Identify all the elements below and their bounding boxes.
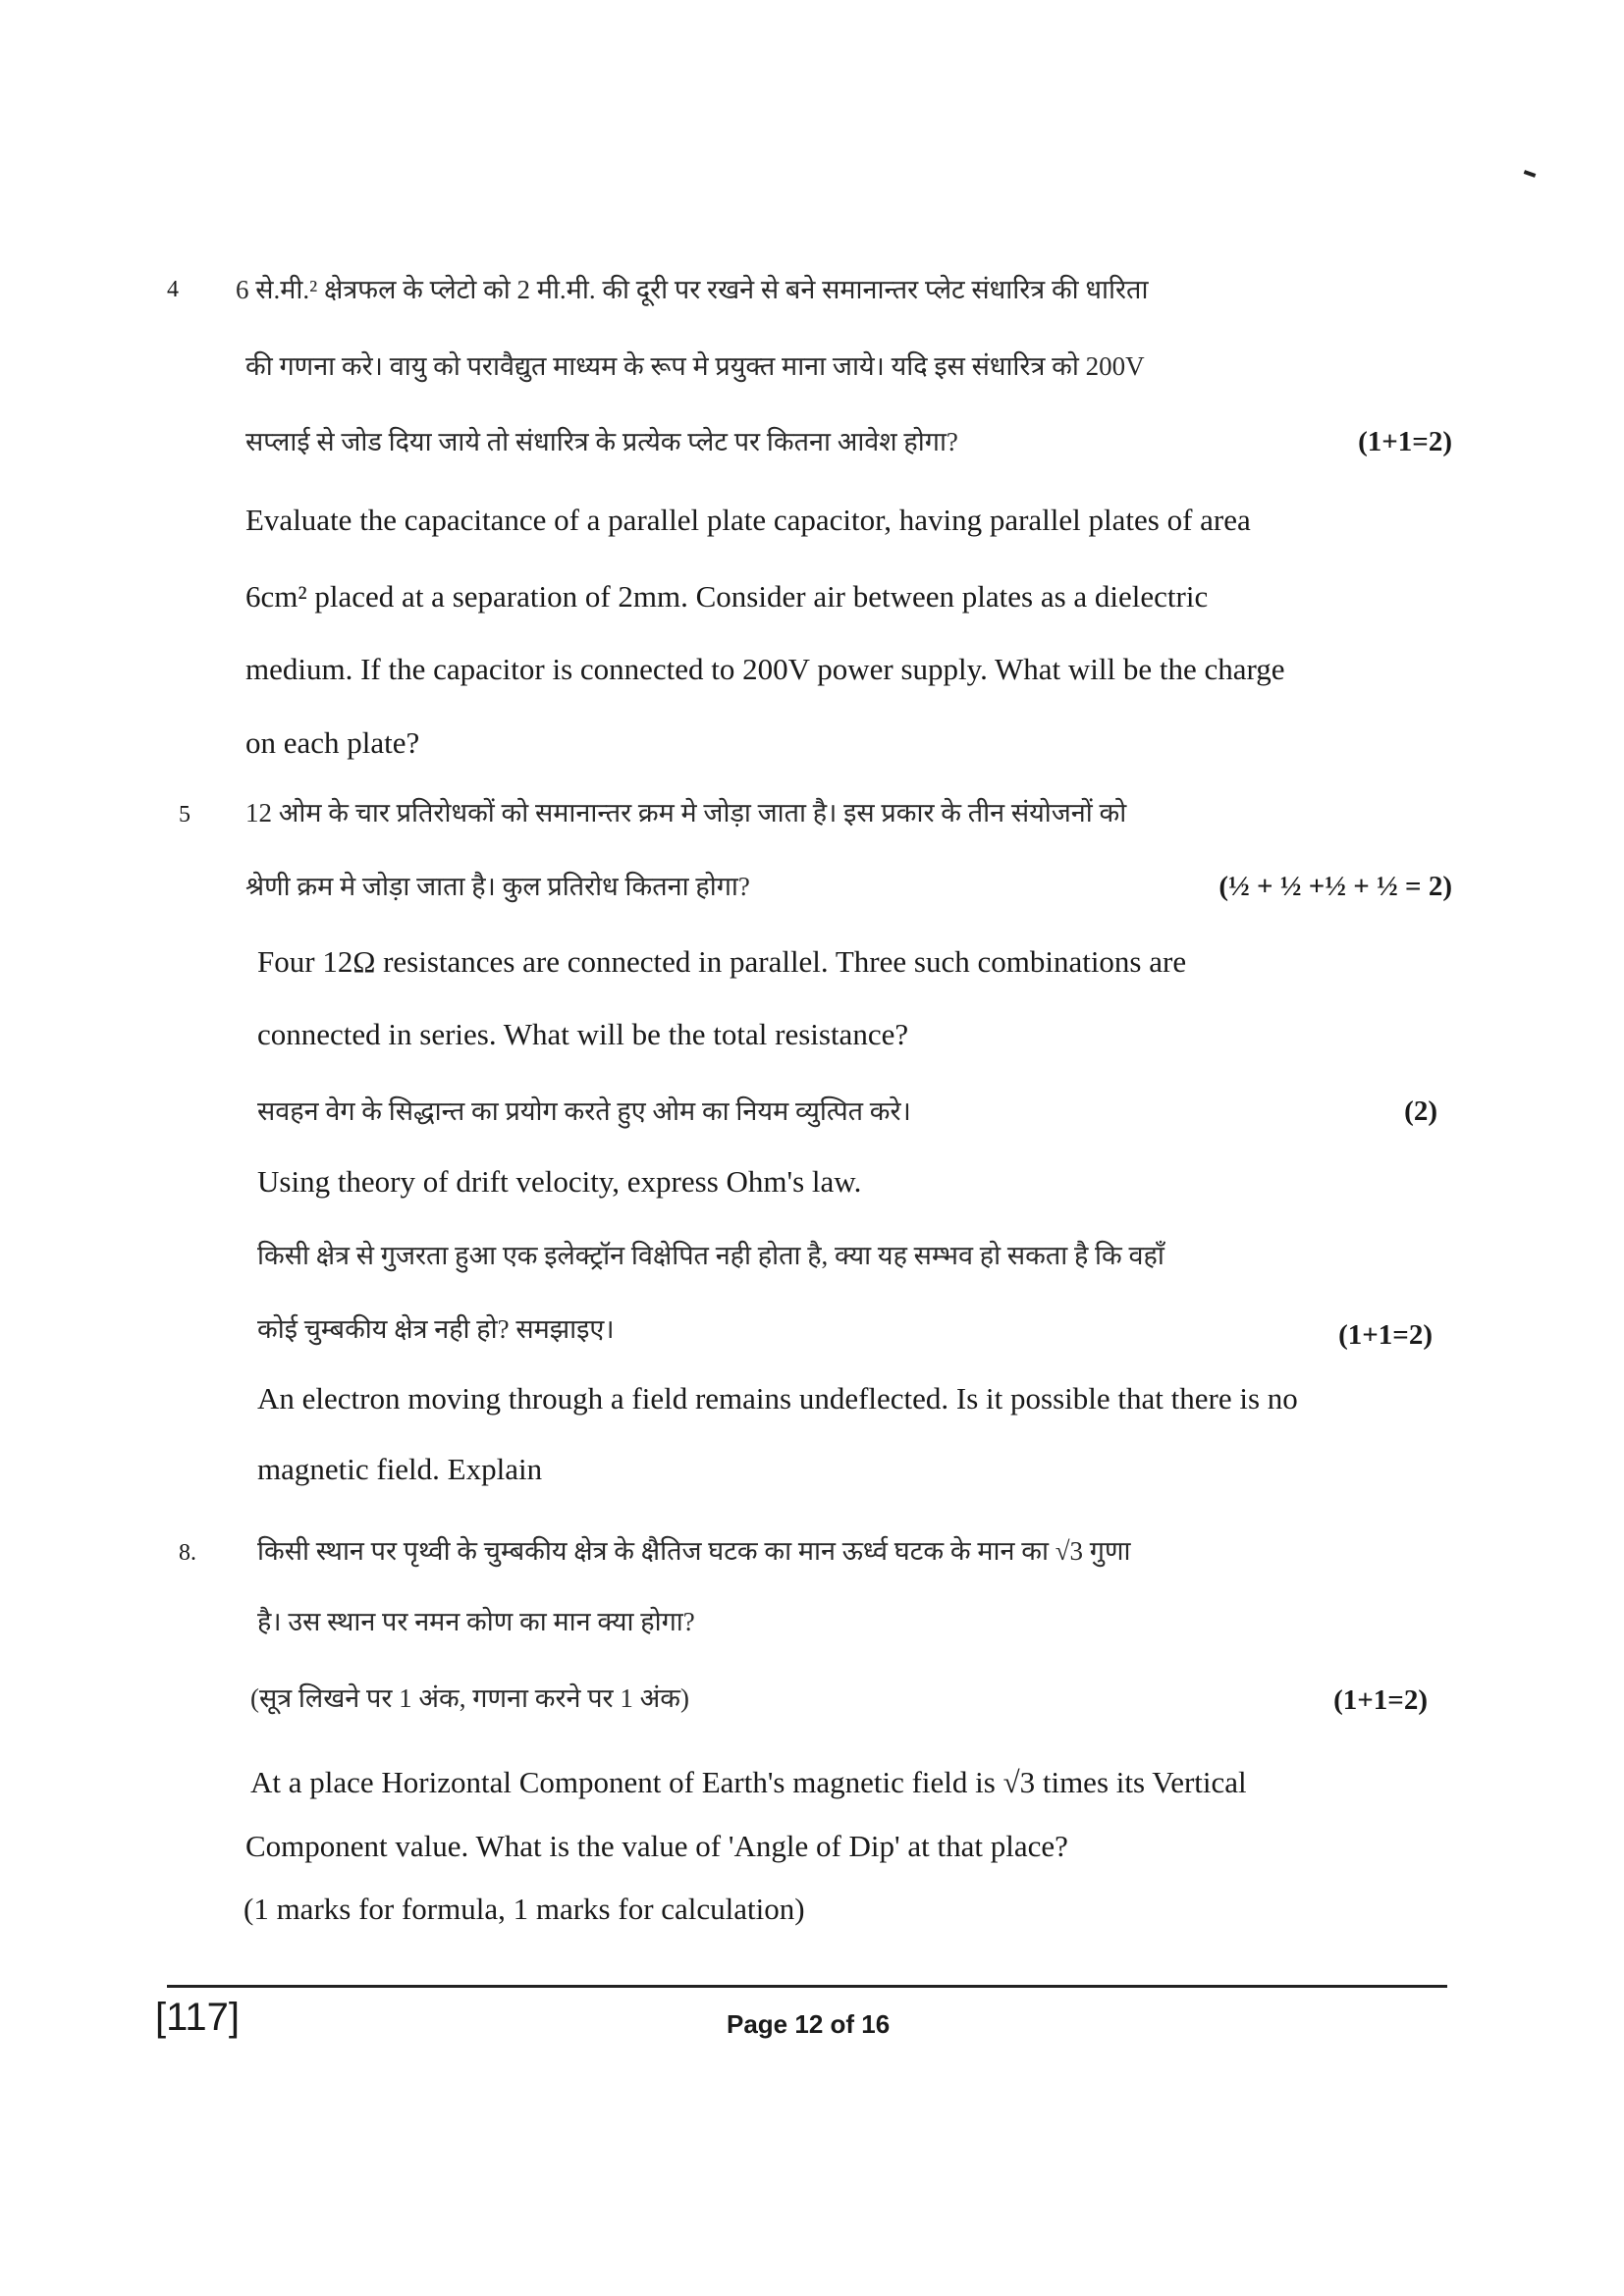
page-number: Page 12 of 16 <box>727 2009 891 2039</box>
marks: (1+1=2) <box>1338 1319 1433 1351</box>
question-english-line: Using theory of drift velocity, express Ohm's law. <box>257 1164 862 1199</box>
question-number: 5 <box>179 802 190 828</box>
question-hindi-line: 6 से.मी.² क्षेत्रफल के प्लेटो को 2 मी.मी. की दूरी पर रखने से बने समानान्तर प्लेट संधारित्र की धारिता <box>236 275 1149 304</box>
question-number: 4 <box>167 277 179 302</box>
footer-rule <box>167 1985 1447 1988</box>
question-english-line: connected in series. What will be the total resistance? <box>257 1017 909 1051</box>
question-english-line: 6cm² placed at a separation of 2mm. Consider air between plates as a dielectric <box>245 579 1209 614</box>
question-english-line: An electron moving through a field remains undeflected. Is it possible that there is no <box>257 1381 1298 1415</box>
marks: (1+1=2) <box>1358 426 1452 457</box>
question-english-line: Evaluate the capacitance of a parallel plate capacitor, having parallel plates of area <box>245 503 1251 537</box>
question-english-line: (1 marks for formula, 1 marks for calculation) <box>244 1892 805 1926</box>
question-english-line: on each plate? <box>245 725 420 760</box>
question-hindi-line: (सूत्र लिखने पर 1 अंक, गणना करने पर 1 अंक) <box>250 1683 689 1713</box>
corner-mark <box>1524 170 1537 178</box>
question-hindi-line: सवहन वेग के सिद्धान्त का प्रयोग करते हुए ओम का नियम व्युत्पित करे। <box>257 1096 911 1126</box>
question-english-line: magnetic field. Explain <box>257 1452 543 1486</box>
question-hindi-line: कोई चुम्बकीय क्षेत्र नही हो? समझाइए। <box>257 1314 615 1344</box>
marks: (1+1=2) <box>1333 1684 1428 1716</box>
question-hindi-line: है। उस स्थान पर नमन कोण का मान क्या होगा? <box>257 1607 695 1636</box>
marks: (½ + ½ +½ + ½ = 2) <box>1218 871 1452 902</box>
question-hindi-line: किसी क्षेत्र से गुजरता हुआ एक इलेक्ट्रॉन विक्षेपित नही होता है, क्या यह सम्भव हो सकता है कि वहाँ <box>257 1241 1164 1270</box>
question-hindi-line: की गणना करे। वायु को परावैद्युत माध्यम के रूप मे प्रयुक्त माना जाये। यदि इस संधारित्र को 200V <box>245 351 1145 381</box>
question-hindi-line: सप्लाई से जोड दिया जाये तो संधारित्र के प्रत्येक प्लेट पर कितना आवेश होगा? <box>245 427 958 456</box>
question-number: 8. <box>179 1540 196 1566</box>
question-english-line: Component value. What is the value of 'Angle of Dip' at that place? <box>245 1829 1068 1863</box>
question-english-line: Four 12Ω resistances are connected in parallel. Three such combinations are <box>257 944 1187 979</box>
question-english-line: At a place Horizontal Component of Earth's magnetic field is √3 times its Vertical <box>250 1765 1247 1799</box>
question-hindi-line: किसी स्थान पर पृथ्वी के चुम्बकीय क्षेत्र के क्षैतिज घटक का मान ऊर्ध्व घटक के मान का √3 गुणा <box>257 1536 1131 1566</box>
paper-code: [117] <box>155 1996 240 2039</box>
question-hindi-line: श्रेणी क्रम मे जोड़ा जाता है। कुल प्रतिरोध कितना होगा? <box>245 872 750 901</box>
question-english-line: medium. If the capacitor is connected to 200V power supply. What will be the charge <box>245 652 1285 686</box>
question-hindi-line: 12 ओम के चार प्रतिरोधकों को समानान्तर क्रम मे जोड़ा जाता है। इस प्रकार के तीन संयोजनों को <box>245 798 1127 828</box>
marks: (2) <box>1404 1095 1437 1127</box>
